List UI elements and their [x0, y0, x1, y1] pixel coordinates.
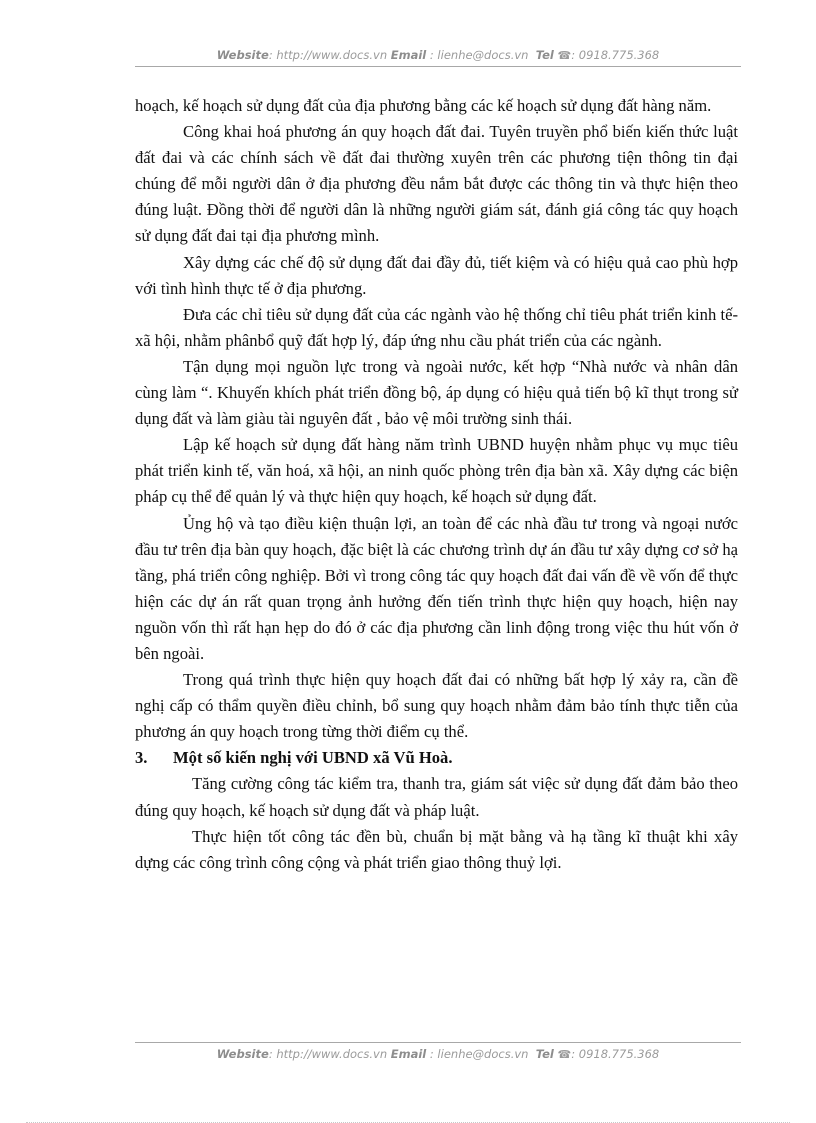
- paragraph: Thực hiện tốt công tác đền bù, chuẩn bị mặt bằng và hạ tầng kĩ thuật khi xây dựng các công trình công cộng và phát triển giao thông thuỷ lợi.: [135, 826, 738, 872]
- footer-tel-label: Tel: [535, 1047, 554, 1061]
- header-rule: [135, 66, 741, 67]
- footer-rule: [135, 1042, 741, 1043]
- header-tel-value: : 0918.775.368: [571, 48, 660, 62]
- section-title: Một số kiến nghị với UBND xã Vũ Hoà.: [173, 748, 453, 768]
- page-header: [135, 48, 741, 67]
- header-email-label: Email: [390, 48, 427, 62]
- paragraph: Tận dụng mọi nguồn lực trong và ngoài nước, kết hợp “Nhà nước và nhân dân cùng làm “. Khuyến khích phát triển đồng bộ, áp dụng có hiệu quả tiến bộ kĩ thụt trong sử dụng đất và làm giàu tài nguyên đất , bảo vệ môi trường sinh thái.: [135, 356, 738, 429]
- footer-email-label: Email: [390, 1047, 427, 1061]
- footer-website-label: Website: [216, 1047, 269, 1061]
- paragraph: Tăng cường công tác kiểm tra, thanh tra, giám sát việc sử dụng đất đảm bảo theo đúng quy hoạch, kế hoạch sử dụng đất và pháp luật.: [135, 774, 738, 820]
- footer-tel-value: : 0918.775.368: [571, 1047, 660, 1061]
- footer-email-value: : lienhe@docs.vn: [426, 1047, 529, 1061]
- paragraph: Trong quá trình thực hiện quy hoạch đất đai có những bất hợp lý xảy ra, cần đề nghị cấp có thẩm quyền điều chỉnh, bổ sung quy hoạch nhằm đảm bảo tính thực tiễn của phương án quy hoạch trong từng thời điểm cụ thể.: [135, 670, 738, 742]
- paragraph: Đưa các chỉ tiêu sử dụng đất của các ngành vào hệ thống chỉ tiêu phát triển kinh tế-xã hội, nhằm phânbổ quỹ đất hợp lý, đáp ứng nhu cầu phát triển của các ngành.: [135, 304, 738, 350]
- paragraph: Xây dựng các chế độ sử dụng đất đai đầy đủ, tiết kiệm và có hiệu quả cao phù hợp với tình hình thực tế ở địa phương.: [135, 252, 738, 298]
- header-tel-label: Tel: [535, 48, 554, 62]
- page-footer: [135, 1042, 741, 1061]
- paragraph: Lập kế hoạch sử dụng đất hàng năm trình UBND huyện nhằm phục vụ mục tiêu phát triển kinh tế, văn hoá, xã hội, an ninh quốc phòng trên địa bàn xã. Xây dựng các biện pháp cụ thể để quản lý và thực hiện quy hoạch, kế hoạch sử dụng đất.: [135, 435, 738, 507]
- phone-icon: ☎: [557, 1048, 572, 1061]
- paragraph: hoạch, kế hoạch sử dụng đất của địa phương bằng các kế hoạch sử dụng đất hàng năm.: [135, 96, 712, 115]
- header-email-value: : lienhe@docs.vn: [426, 48, 529, 62]
- section-heading: [135, 745, 738, 771]
- paragraph: Công khai hoá phương án quy hoạch đất đai. Tuyên truyền phổ biến kiến thức luật đất đai và các chính sách về đất đai thường xuyên trên các phương tiện thông tin đại chúng để mỗi người dân ở địa phương đều nắm bắt được các thông tin và thực hiện theo đúng luật. Đồng thời để người dân là những người giám sát, đánh giá công tác quy hoạch sử dụng đất đai tại địa phương mình.: [135, 122, 738, 246]
- header-website-value: : http://www.docs.vn: [268, 48, 388, 62]
- document-body: [135, 93, 738, 876]
- paragraph: Ủng hộ và tạo điều kiện thuận lợi, an toàn để các nhà đầu tư trong và ngoại nước đầu tư trên địa bàn quy hoạch, đặc biệt là các chương trình dự án đầu tư xây dựng cơ sở hạ tầng, phá triển công nghiệp. Bởi vì trong công tác quy hoạch đất đai vấn đề về vốn để thực hiện các dự án rất quan trọng ảnh hưởng đến tiến trình thực hiện quy hoạch, hiện nay nguồn vốn thì rất hạn hẹp do đó ở các địa phương cần linh động trong việc thu hút vốn ở bên ngoài.: [135, 513, 738, 663]
- header-website-label: Website: [216, 48, 269, 62]
- phone-icon: ☎: [557, 49, 572, 62]
- footer-website-value: : http://www.docs.vn: [268, 1047, 388, 1061]
- section-number: 3.: [135, 748, 148, 768]
